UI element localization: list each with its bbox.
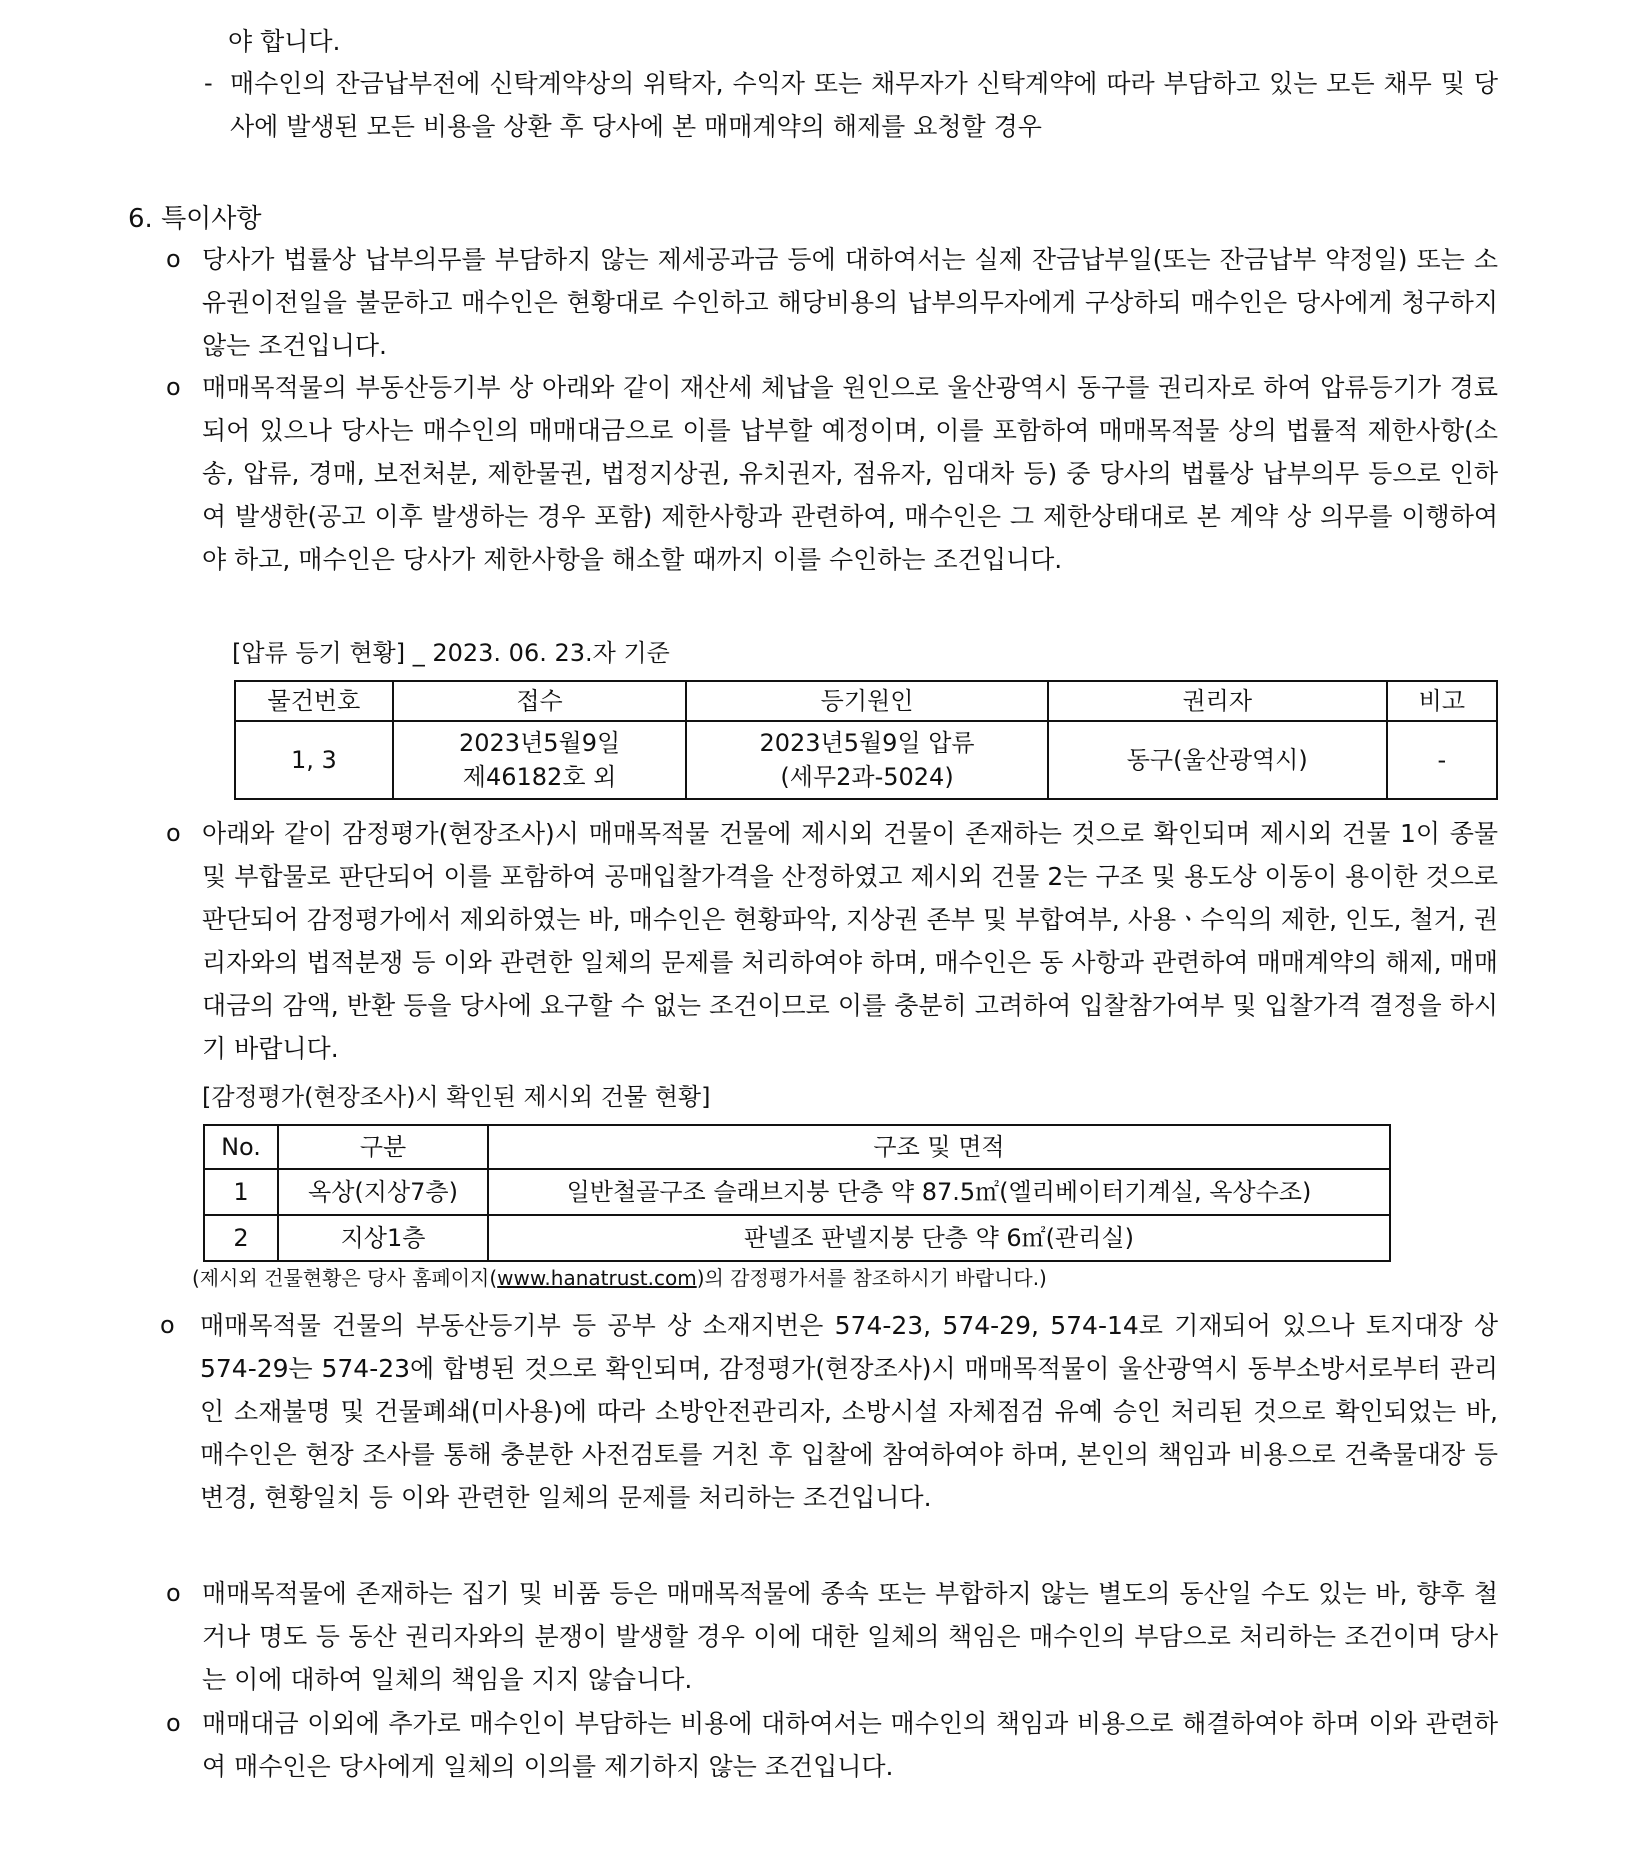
cause-date: 2023년5월9일 압류 xyxy=(759,729,975,757)
note-suffix: )의 감정평가서를 참조하시기 바랍니다.) xyxy=(696,1266,1047,1290)
table-row xyxy=(204,1169,1390,1215)
bullet-icon: o xyxy=(166,245,181,273)
seizure-table-caption: [압류 등기 현황] _ 2023. 06. 23.자 기준 xyxy=(232,639,670,667)
seizure-table xyxy=(234,680,1498,800)
header-no: No. xyxy=(204,1125,278,1169)
bullet-icon: o xyxy=(166,373,181,401)
table-row xyxy=(204,1215,1390,1261)
item-6-paragraph: 매매대금 이외에 추가로 매수인이 부담하는 비용에 대하여서는 매수인의 책임과 비용으로 해결하여야 하며 이와 관련하여 매수인은 당사에게 일체의 이의를 제기하지 않는 조건입니다. xyxy=(202,1709,1498,1781)
item-4-paragraph: 매매목적물 건물의 부동산등기부 등 공부 상 소재지번은 574-23, 574-29, 574-14로 기재되어 있으나 토지대장 상 574-29는 574-23에 합병된 것으로 확인되며, 감정평가(현장조사)시 매매목적물이 울산광역시 동부소방서로부터 관리인 소재불명 및 건물폐쇄(미사용)에 따라 소방안전관리자, 소방시설 자체점검 유예 승인 처리된 것으로 확인되었는 바, 매수인은 현장 조사를 통해 충분한 사전검토를 거친 후 입찰에 참여하여야 하며, 본인의 책임과 비용으로 건축물대장 등 변경, 현황일치 등 이와 관련한 일체의 문제를 처리하는 조건입니다. xyxy=(200,1311,1498,1512)
intro-dash-paragraph: 매수인의 잔금납부전에 신탁계약상의 위탁자, 수익자 또는 채무자가 신탁계약에 따라 부담하고 있는 모든 채무 및 당사에 발생된 모든 비용을 상환 후 당사에 본 매매계약의 해제를 요청할 경우 xyxy=(230,69,1498,141)
cell-type: 옥상(지상7층) xyxy=(278,1169,488,1215)
bullet-icon: o xyxy=(166,1579,181,1607)
header-cause: 등기원인 xyxy=(686,681,1047,721)
header-structure: 구조 및 면적 xyxy=(488,1125,1390,1169)
item-2-paragraph: 매매목적물의 부동산등기부 상 아래와 같이 재산세 체납을 원인으로 울산광역시 동구를 권리자로 하여 압류등기가 경료되어 있으나 당사는 매수인의 매매대금으로 이를 납부할 예정이며, 이를 포함하여 매매목적물 상의 법률적 제한사항(소송, 압류, 경매, 보전처분, 제한물권, 법정지상권, 유치권자, 점유자, 임대차 등) 중 당사의 법률상 납부의무 등으로 인하여 발생한(공고 이후 발생하는 경우 포함) 제한사항과 관련하여, 매수인은 그 제한상태대로 본 계약 상 의무를 이행하여야 하고, 매수인은 당사가 제한사항을 해소할 때까지 이를 수인하는 조건입니다. xyxy=(202,373,1498,574)
cell-no: 1 xyxy=(204,1169,278,1215)
bullet-icon: o xyxy=(166,819,181,847)
dash-marker: - xyxy=(204,69,213,97)
intro-line: 야 합니다. xyxy=(228,27,341,56)
header-holder: 권리자 xyxy=(1048,681,1387,721)
receipt-date: 2023년5월9일 xyxy=(458,729,621,757)
receipt-number: 제46182호 외 xyxy=(462,763,617,791)
header-type: 구분 xyxy=(278,1125,488,1169)
homepage-link[interactable]: www.hanatrust.com xyxy=(497,1266,697,1290)
building-table xyxy=(203,1124,1391,1262)
cell-structure: 일반철골구조 슬래브지붕 단층 약 87.5㎡(엘리베이터기계실, 옥상수조) xyxy=(488,1169,1390,1215)
item-3-paragraph: 아래와 같이 감정평가(현장조사)시 매매목적물 건물에 제시외 건물이 존재하는 것으로 확인되며 제시외 건물 1이 종물 및 부합물로 판단되어 이를 포함하여 공매입찰가격을 산정하였고 제시외 건물 2는 구조 및 용도상 이동이 용이한 것으로 판단되어 감정평가에서 제외하였는 바, 매수인은 현황파악, 지상권 존부 및 부합여부, 사용ㆍ수익의 제한, 인도, 철거, 권리자와의 법적분쟁 등 이와 관련한 일체의 문제를 처리하여야 하며, 매수인은 동 사항과 관련하여 매매계약의 해제, 매매대금의 감액, 반환 등을 당사에 요구할 수 없는 조건이므로 이를 충분히 고려하여 입찰참가여부 및 입찰가격 결정을 하시기 바랍니다. xyxy=(202,819,1498,1063)
cell-item-no: 1, 3 xyxy=(235,721,393,799)
building-table-note xyxy=(192,1264,1047,1292)
note-prefix: (제시외 건물현황은 당사 홈페이지( xyxy=(192,1266,498,1290)
bullet-icon: o xyxy=(160,1311,175,1339)
item-1-paragraph: 당사가 법률상 납부의무를 부담하지 않는 제세공과금 등에 대하여서는 실제 잔금납부일(또는 잔금납부 약정일) 또는 소유권이전일을 불문하고 매수인은 현황대로 수인하고 해당비용의 납부의무자에게 구상하되 매수인은 당사에게 청구하지 않는 조건입니다. xyxy=(202,245,1498,360)
cell-remark: - xyxy=(1387,721,1497,799)
cause-reference: (세무2과-5024) xyxy=(780,763,954,791)
cell-cause xyxy=(686,721,1047,799)
cell-no: 2 xyxy=(204,1215,278,1261)
bullet-icon: o xyxy=(166,1709,181,1737)
cell-structure: 판넬조 판넬지붕 단층 약 6㎡(관리실) xyxy=(488,1215,1390,1261)
table-row xyxy=(235,721,1497,799)
cell-type: 지상1층 xyxy=(278,1215,488,1261)
building-table-caption: [감정평가(현장조사)시 확인된 제시외 건물 현황] xyxy=(202,1083,711,1111)
section-title: 6. 특이사항 xyxy=(128,204,262,234)
cell-receipt xyxy=(393,721,687,799)
header-receipt: 접수 xyxy=(393,681,687,721)
header-item-no: 물건번호 xyxy=(235,681,393,721)
header-remark: 비고 xyxy=(1387,681,1497,721)
cell-holder: 동구(울산광역시) xyxy=(1048,721,1387,799)
item-5-paragraph: 매매목적물에 존재하는 집기 및 비품 등은 매매목적물에 종속 또는 부합하지 않는 별도의 동산일 수도 있는 바, 향후 철거나 명도 등 동산 권리자와의 분쟁이 발생할 경우 이에 대한 일체의 책임은 매수인의 부담으로 처리하는 조건이며 당사는 이에 대하여 일체의 책임을 지지 않습니다. xyxy=(202,1579,1498,1694)
